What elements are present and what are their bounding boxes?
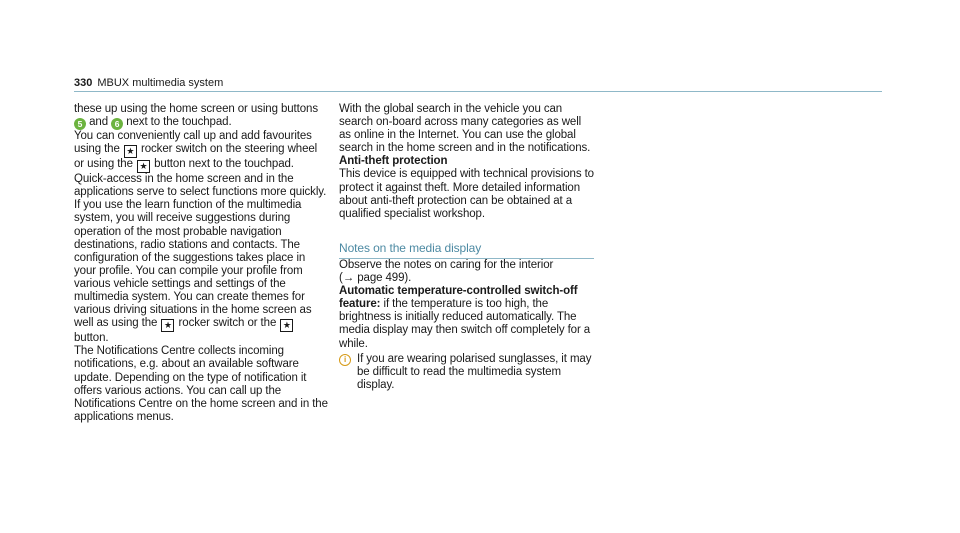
section-title-media-display: Notes on the media display xyxy=(339,242,594,259)
auto-temp-body: if the temperature is too high, the brightness is initially reduced automatically. The media display may then switch off completely for a while. xyxy=(339,298,591,350)
auto-temp-heading: Automatic temperature-controlled switch-off feature: xyxy=(339,285,578,311)
badge-6-icon: 6 xyxy=(111,118,123,130)
star-key-icon: ★ xyxy=(161,319,174,332)
text: You can conveniently call up and add favourites using the xyxy=(74,130,312,156)
paragraph-notifications-centre: The Notifications Centre collects incoming notifications, e.g. about an available software update. Depending on the type of notification it offers various actions. You can call up the Notifications Centre on the home screen and in the applications menus. xyxy=(74,345,328,423)
text: Observe the notes on caring for the interior xyxy=(339,258,554,271)
text: If you use the learn function of the multimedia system, you will receive suggestions during operation of the most probable navigation destinations, radio stations and contacts. The configuration of the suggestions takes place in your profile. You can compile your profile from various vehicle settings and settings of the multimedia system. You can create themes for various driving situations in the home screen as well as using the xyxy=(74,199,312,330)
text: button. xyxy=(74,332,109,345)
star-key-icon: ★ xyxy=(280,319,293,332)
anti-theft-heading: Anti-theft protection xyxy=(339,155,448,168)
text: next to the touchpad. xyxy=(126,116,232,129)
left-column xyxy=(74,103,329,424)
page-reference-link[interactable]: (→ page 499). xyxy=(339,272,412,285)
paragraph-global-search: With the global search in the vehicle you can search on-board across many categories as well as online in the Internet. You can use the global search in the home screen and in the notifications. xyxy=(339,103,591,155)
text: rocker switch or the xyxy=(178,317,277,330)
note-block xyxy=(339,353,594,392)
info-note-icon: i xyxy=(339,354,351,366)
badge-5-icon: 5 xyxy=(74,118,86,130)
auto-temp-paragraph xyxy=(339,285,594,350)
observe-notes xyxy=(339,259,594,285)
paragraph-buttons xyxy=(74,103,329,130)
header-divider xyxy=(74,91,882,92)
page-header xyxy=(74,76,882,92)
note-text: If you are wearing polarised sunglasses, it may be difficult to read the multimedia system display. xyxy=(357,352,592,391)
page-header-title: MBUX multimedia system xyxy=(97,77,224,89)
star-key-icon: ★ xyxy=(137,160,150,173)
text: these up using the home screen or using buttons xyxy=(74,103,318,115)
paragraph-favourites xyxy=(74,130,329,199)
right-column xyxy=(339,103,594,392)
text: rocker switch on the steering wheel or using the xyxy=(74,143,318,171)
page-number: 330 xyxy=(74,77,93,89)
anti-theft-body: This device is equipped with technical provisions to protect it against theft. More detailed information about anti-theft protection can be obtained at a qualified specialist workshop. xyxy=(339,168,594,220)
star-key-icon: ★ xyxy=(124,145,137,158)
paragraph-learn-function xyxy=(74,199,329,345)
text: button next to the touchpad. Quick-access in the home screen and in the applications serve to select functions more quickly. xyxy=(74,158,327,199)
text: and xyxy=(89,116,108,129)
